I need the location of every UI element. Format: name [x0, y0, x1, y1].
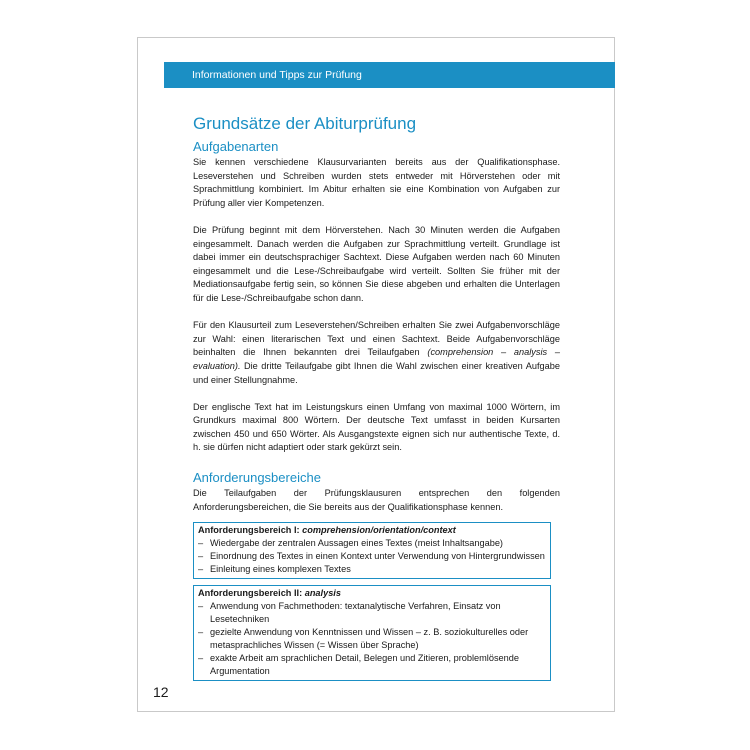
section-heading-aufgabenarten: Aufgabenarten	[193, 139, 279, 154]
section-heading-anforderungsbereiche: Anforderungsbereiche	[193, 470, 321, 486]
requirement-box-2-list	[198, 600, 546, 678]
main-content	[193, 113, 560, 681]
requirement-box-1-title	[198, 524, 546, 537]
box-1-title-italic: comprehension/orientation/context	[302, 525, 456, 536]
page-number: 12	[153, 684, 169, 700]
paragraph-3-text-b: Die dritte Teilaufgabe gibt Ihnen die Wahl zwischen einer kreativen Aufgabe und einer Stellungnahme.	[193, 360, 560, 385]
paragraph-2: Die Prüfung beginnt mit dem Hörverstehen. Nach 30 Minuten werden die Aufgaben eingesammelt. Danach werden die Aufgaben zur Sprachmittlung verteilt. Grundlage ist dabei immer ein deutschsprachiger Sachtext. Diese Aufgaben werden nach 60 Minuten eingesammelt und die Lese-/Schreibaufgabe wird verteilt. Sollten Sie früher mit der Mediationsaufgabe fertig sein, so können Sie diese abgeben und erhalten die Unterlagen für die Lese-/Schreibaufgabe schon dann.	[193, 224, 560, 303]
paragraph-3-text-a: Für den Klausurteil zum Leseverstehen/Schreiben erhalten Sie zwei Aufgabenvorschläge zur Wahl: einen literarischen Text und einen Sachtext. Beide Aufgabenvorschläge beinhalten die Ihnen bekannten drei Teilaufgaben	[193, 320, 560, 358]
requirement-box-2-title	[198, 587, 546, 600]
box-2-title-italic: analysis	[304, 588, 341, 599]
list-item: – exakte Arbeit am sprachlichen Detail, Belegen und Zitieren, problemlösende Argumentation	[198, 652, 546, 678]
list-item: – gezielte Anwendung von Kenntnissen und Wissen – z. B. soziokulturelles oder metasprachliches Wissen (= Wissen über Sprache)	[198, 626, 546, 652]
banner-title: Informationen und Tipps zur Prüfung	[192, 69, 362, 81]
paragraph-3-italic: (comprehension – analysis – evaluation).	[193, 347, 560, 371]
paragraph-4: Der englische Text hat im Leistungskurs einen Umfang von maximal 1000 Wörtern, im Grundkurs maximal 800 Wörtern. Der deutsche Text umfasst in beiden Kursarten zwischen 450 und 650 Wörter. Als Ausgangstexte eignen sich nur authentische Texte, d. h. sie dürfen nicht adaptiert oder stark gekürzt sein.	[193, 401, 560, 453]
list-item: – Wiedergabe der zentralen Aussagen eines Textes (meist Inhaltsangabe)	[198, 537, 546, 550]
requirement-box-1	[193, 522, 551, 579]
box-2-title-prefix: Anforderungsbereich II:	[198, 588, 305, 599]
page-title: Grundsätze der Abiturprüfung	[193, 114, 417, 133]
paragraph-3	[193, 319, 560, 387]
box-1-title-prefix: Anforderungsbereich I:	[198, 525, 303, 536]
header-banner	[164, 62, 615, 88]
list-item: – Einordnung des Textes in einen Kontext unter Verwendung von Hintergrundwissen	[198, 550, 546, 563]
requirement-box-1-list	[198, 537, 546, 576]
requirement-box-2	[193, 585, 551, 681]
paragraph-5: Die Teilaufgaben der Prüfungsklausuren entsprechen den folgenden Anforderungsbereichen, die Sie bereits aus der Qualifikationsphase kennen.	[193, 488, 560, 512]
list-item: – Einleitung eines komplexen Textes	[198, 563, 546, 576]
list-item: – Anwendung von Fachmethoden: textanalytische Verfahren, Einsatz von Lesetechniken	[198, 600, 546, 626]
paragraph-1: Sie kennen verschiedene Klausurvarianten bereits aus der Qualifikationsphase. Leseverstehen und Schreiben wurden stets entweder mit Hörverstehen oder mit Sprachmittlung kombiniert. Im Abitur erhalten sie eine Kombination von Aufgaben zur Prüfung aller vier Kompetenzen.	[193, 157, 560, 208]
